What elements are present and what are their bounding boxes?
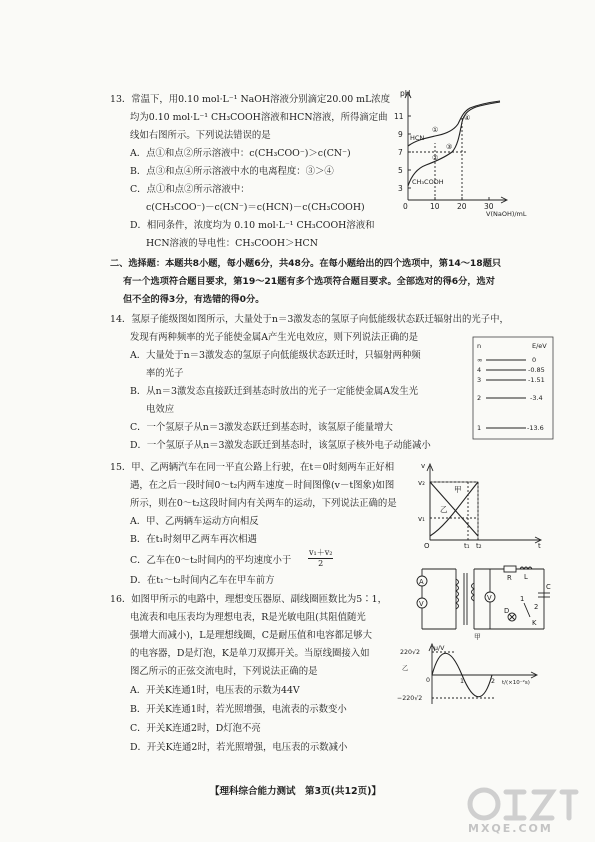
axis-t2: t₂ [476,542,482,550]
switch-label: K [532,619,537,627]
curve-label-hcn: HCN [410,134,425,142]
level-e: -13.6 [527,424,544,432]
level-e: -3.4 [530,394,543,402]
watermark-text: MXQE.COM [468,822,553,835]
wave-bottom-value: −220√2 [397,695,423,702]
q16-line: 的电容器，D是灯泡，K是单刀双掷开关。当原线圈接入如 [130,648,370,659]
graph-y-tick: 5 [398,166,403,175]
voltmeter-label-2: V [487,594,492,602]
sine-wave-graph [396,642,556,708]
q15-line: 所示，则在0～t₂这段时间内有关两车的运动，下列说法正确的是 [130,498,397,509]
q13-option-a: A．点①和点②所示溶液中：c(CH₃COO⁻)＞c(CN⁻) [130,148,351,159]
level-n: 2 [477,394,482,402]
figure-label-jia: 甲 [474,633,481,641]
q14-option-b-cont: 电效应 [146,404,175,415]
q16-line: 16．如图甲所示的电路中，理想变压器原、副线圈匝数比为5∶1， [110,594,387,605]
axis-origin: O [424,542,430,550]
q13-line: 线如右图所示。下列说法错误的是 [130,130,271,141]
wave-y-label: u/V [434,645,445,652]
level-e: -1.51 [528,376,545,384]
level-n: 1 [477,424,482,432]
axis-v1: v₁ [418,515,425,523]
level-n: ∞ [477,356,483,364]
graph-y-tick: 7 [398,148,403,157]
fraction-numerator: v₁＋v₂ [309,548,333,557]
q13-line: 13．常温下，用0.10 mol·L⁻¹ NaOH溶液分别滴定20.00 mL浓度 [110,94,391,105]
titration-graph [388,88,538,218]
level-e: 0 [532,356,537,364]
graph-x-tick: 10 [430,202,440,211]
q16-option-b: B．开关K连通1时，若光照增强，电流表的示数变小 [130,704,347,715]
graph-y-tick: 9 [398,130,403,139]
q16-line: 图乙所示的正弦交流电时，下列说法正确的是 [130,666,318,677]
graph-y-label: pH [400,89,411,98]
point-2: ② [432,154,439,162]
label-jia: 甲 [454,485,462,494]
q13-option-b: B．点③和点④所示溶液中水的电离程度：③＞④ [130,166,334,177]
q14-option-a-cont: 率的光子 [146,368,184,379]
switch-pos-1: 1 [520,595,525,603]
level-n: 4 [477,366,482,374]
point-3: ③ [446,143,453,151]
q13-option-d: D．相同条件，浓度均为 0.10 mol·L⁻¹ CH₃COOH溶液和 [130,220,375,231]
wave-x2: 2 [491,678,496,685]
axis-t1: t₁ [464,542,470,550]
velocity-time-graph [416,460,546,550]
wave-origin: 0 [426,677,431,684]
q16-line: 电流表和电压表均为理想电表，R是光敏电阻(其阻值随光 [130,612,366,623]
curve-label-ch3cooh: CH₃COOH [412,178,444,186]
energy-level-diagram [472,336,554,440]
q15-option-c: C．乙车在0～t₂时间内的平均速度小于 [130,555,292,566]
ammeter-label: A [419,578,424,586]
q14-option-c: C．一个氢原子从n＝3激发态跃迁到基态时，该氢原子能量增大 [130,422,393,433]
q13-line: 均为0.10 mol·L⁻¹ CH₃COOH溶液和HCN溶液，所得滴定曲 [130,112,388,123]
q14-option-b: B．从n＝3激发态直接跃迁到基态时放出的光子一定能使金属A发生光 [130,386,419,397]
level-header-n: n [477,342,482,350]
section-2-line: 有一个选项符合题目要求，第19～21题有多个选项符合题目要求。全部选对的得6分，选对 [123,276,495,287]
figure-label-yi: 乙 [402,665,409,672]
inductor-label: L [524,573,528,581]
section-2-line: 但不全的得3分，有选错的得0分。 [123,294,265,305]
wave-x-label: t/(×10⁻²s) [502,680,530,686]
resistor-label: R [507,574,512,582]
q16-option-d: D．开关K连通2时，若光照增强，电压表的示数减小 [130,742,348,753]
q15-option-a: A．甲、乙两辆车运动方向相反 [130,516,259,527]
graph-x-tick: 20 [457,202,467,211]
graph-x-tick: 30 [484,202,494,211]
point-4: ④ [464,114,471,122]
level-header-e: E/eV [532,342,547,350]
wave-top-value: 220√2 [400,649,421,656]
level-n: 3 [477,376,482,384]
fraction-denominator: 2 [318,559,324,568]
graph-x-label: V(NaOH)/mL [486,210,527,218]
capacitor-label: C [546,583,551,591]
q16-option-c: C．开关K连通2时，D灯泡不亮 [130,723,261,734]
level-e: -0.85 [528,366,545,374]
q15-line: 15．甲、乙两辆汽车在同一平直公路上行驶，在t＝0时刻两车正好相 [110,462,395,473]
q14-line: 14．氢原子能级图如图所示，大量处于n＝3激发态的氢原子向低能级状态跃迁辐射出的光子中， [110,314,509,325]
q13-option-c: C．点①和点②所示溶液中： [130,184,250,195]
switch-pos-2: 2 [534,603,539,611]
q15-fraction [308,548,333,569]
q15-line: 遇，在之后一段时间0～t₂内两车速度－时间图像(v－t图象)如图 [130,480,395,491]
q14-option-d: D．一个氢原子从n＝3激发态跃迁到基态时，该氢原子核外电子动能减小 [130,440,431,451]
label-yi: 乙 [440,505,448,514]
q13-option-c-cont: c(CH₃COO⁻)－c(CN⁻)＝c(HCN)－c(CH₃COOH) [146,202,365,213]
bulb-label: D [504,607,510,615]
point-1: ① [432,126,439,134]
graph-y-tick: 11 [394,112,404,121]
q14-option-a: A．大量处于n＝3激发态的氢原子向低能级状态跃迁时，只辐射两种频 [130,350,421,361]
transformer-circuit-diagram [408,563,553,641]
q15-option-d: D．在t₁～t₂时间内乙车在甲车前方 [130,575,275,586]
q16-option-a: A．开关K连通1时，电压表的示数为44V [130,685,300,696]
wave-x1: 1 [460,678,465,685]
voltmeter-label: V [419,600,424,608]
q15-option-b: B．在t₁时刻甲乙两车再次相遇 [130,534,257,545]
page-footer: 【理科综合能力测试 第3页(共12页)】 [210,786,382,797]
q13-option-d-cont: HCN溶液的导电性：CH₃COOH＞HCN [146,238,318,249]
q14-line: 发现有两种频率的光子能使金属A产生光电效应，则下列说法正确的是 [130,332,419,343]
axis-t: t [538,542,541,550]
axis-v2: v₂ [418,479,425,487]
graph-y-tick: 3 [398,184,403,193]
section-2-line: 二、选择题：本题共8小题，每小题6分，共48分。在每小题给出的四个选项中，第14～18题只 [110,258,502,269]
graph-origin: 0 [403,202,408,211]
axis-v: v [421,462,426,470]
q16-line: 强增大而减小)，L是理想线圈，C是耐压值和电容都足够大 [130,630,373,641]
